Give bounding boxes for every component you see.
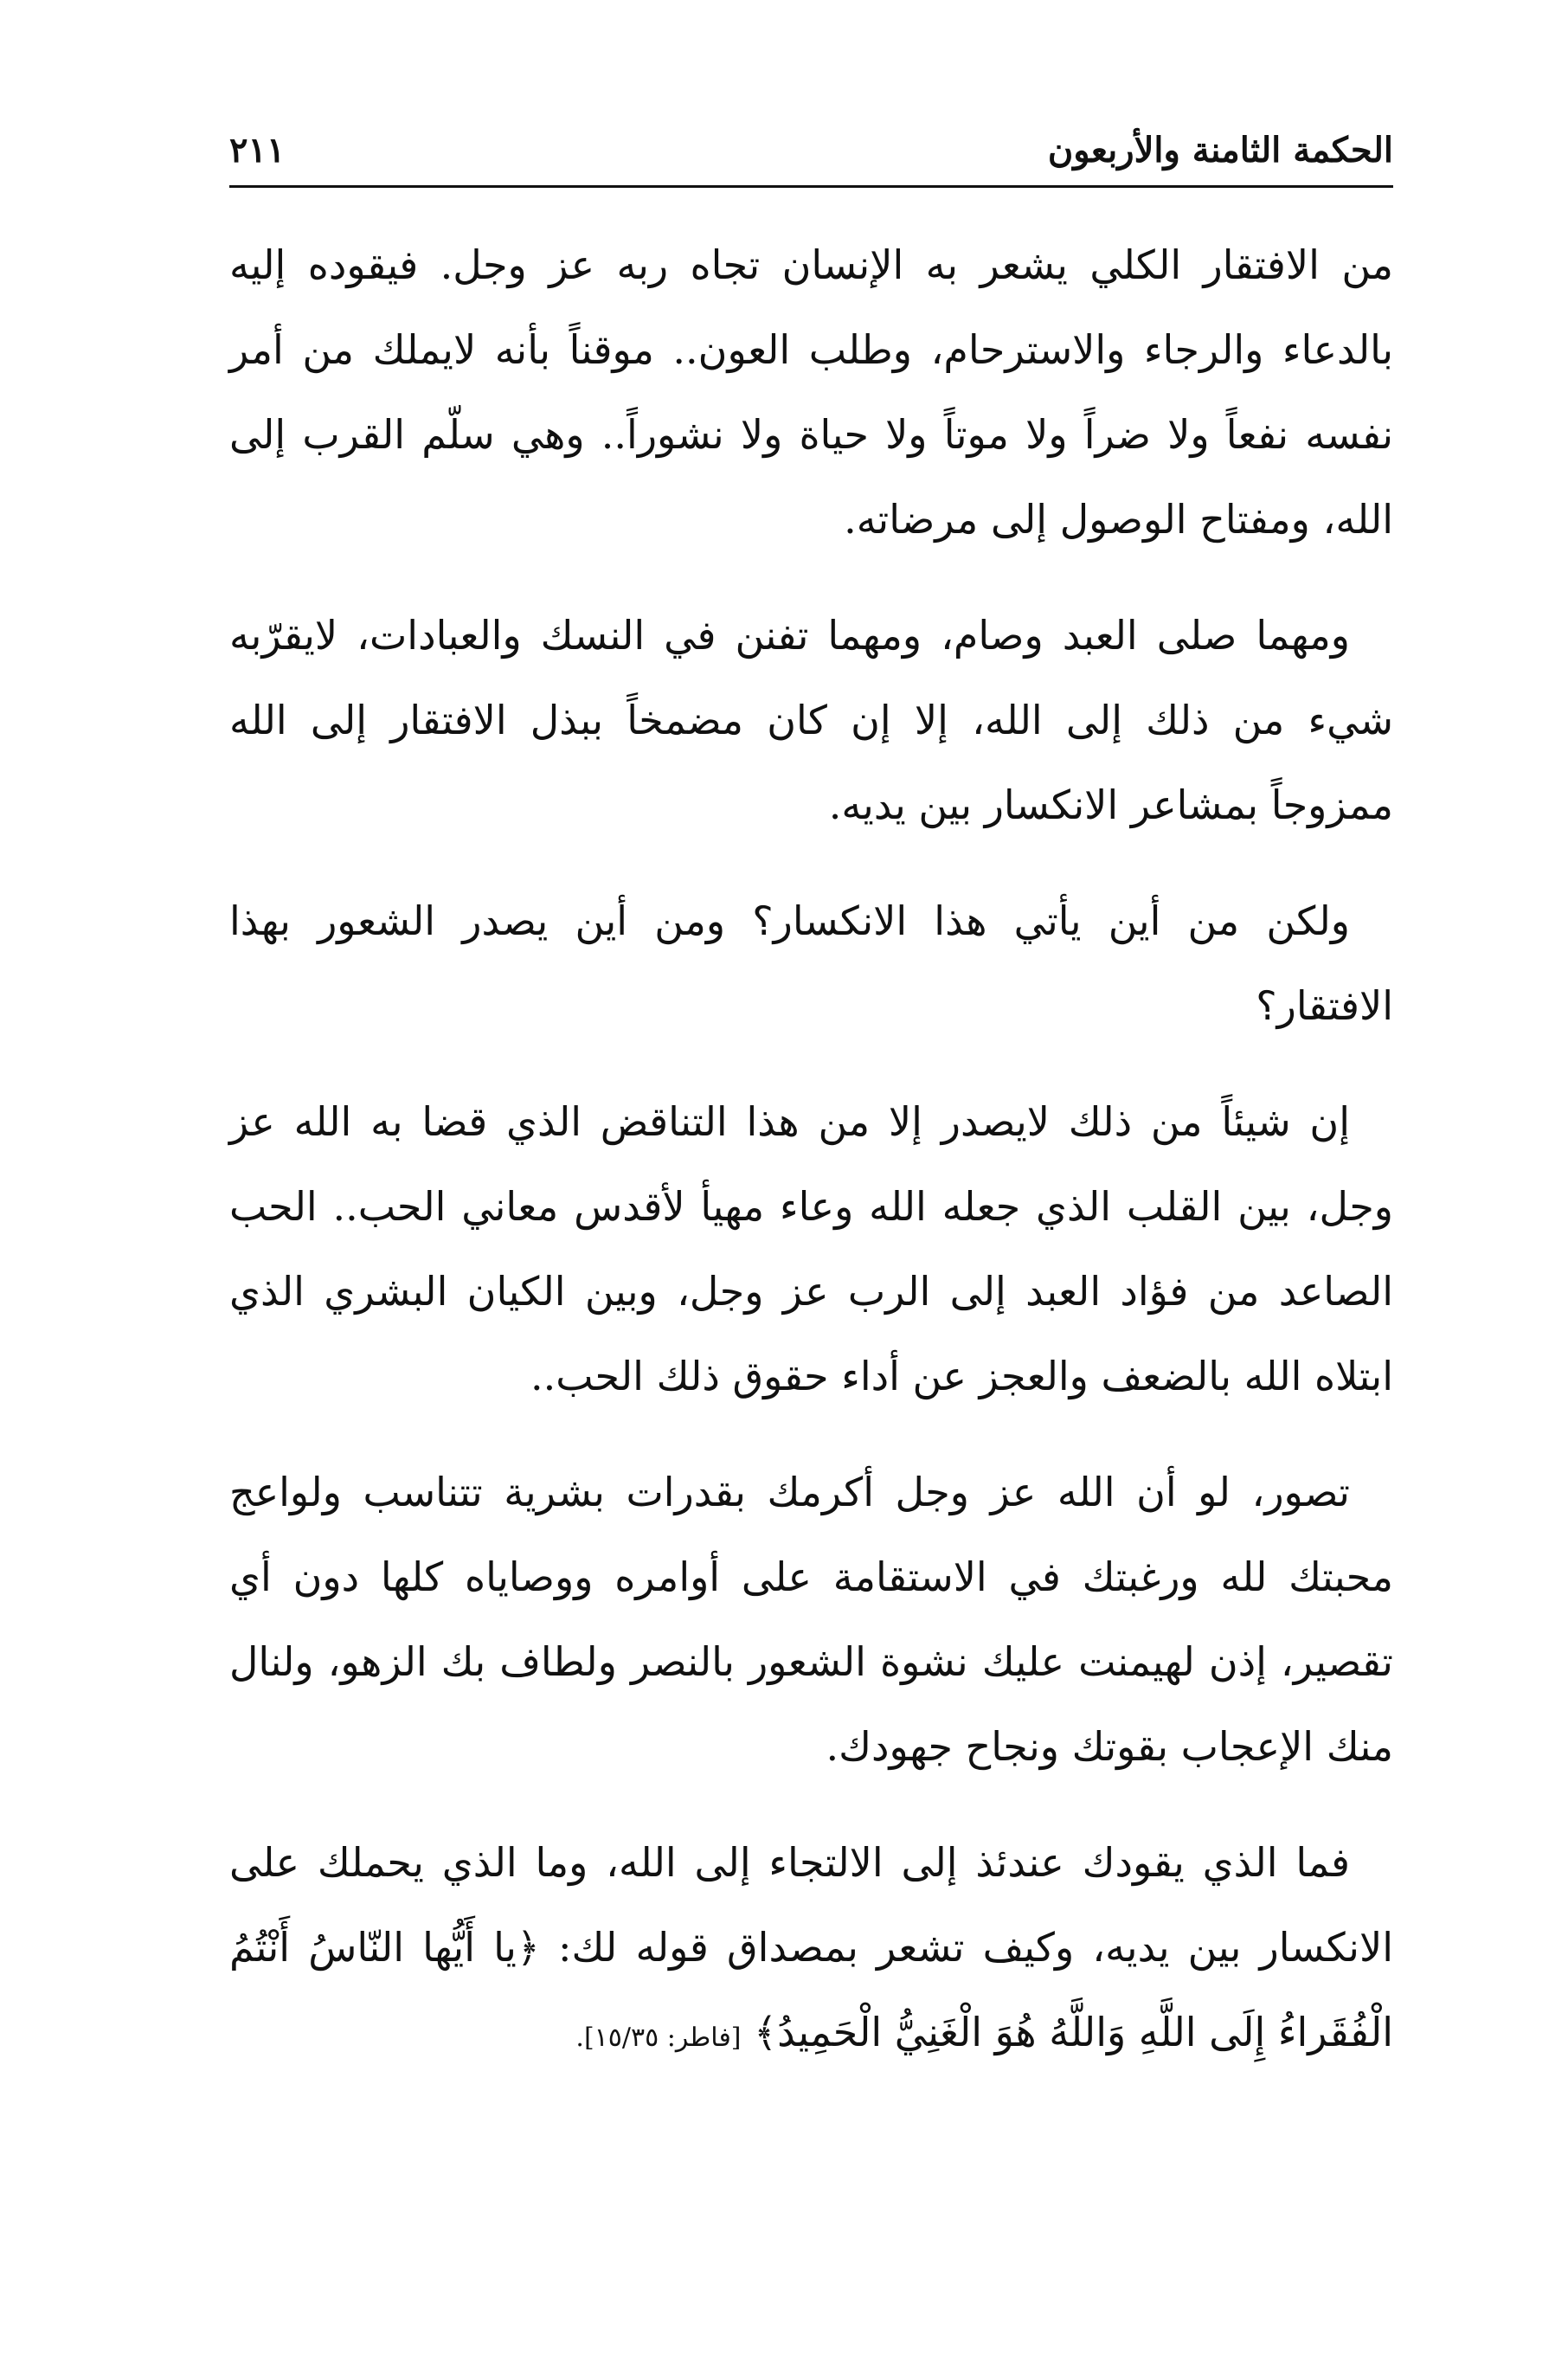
- paragraph-6: [229, 1820, 1393, 2081]
- final-paragraph: [229, 1820, 1393, 2081]
- page-header: [229, 121, 1393, 188]
- paragraph-1: من الافتقار الكلي يشعر به الإنسان تجاه ربه عز وجل. فيقوده إليه بالدعاء والرجاء والاسترحام، وطلب العون.. موقناً بأنه لايملك من أمر نفسه نفعاً ولا ضراً ولا موتاً ولا حياة ولا نشوراً.. وهي سلّم القرب إلى الله، ومفتاح الوصول إلى مرضاته.: [229, 241, 1393, 543]
- chapter-title: الحكمة الثامنة والأربعون: [1047, 130, 1393, 170]
- verse-citation: [فاطر: ١٥/٣٥].: [575, 2023, 742, 2053]
- paragraph-6-text: فما الذي يقودك عندئذ إلى الالتجاء إلى الله، وما الذي يحملك على الانكسار بين يديه، وكيف تشعر بمصداق قوله لك:: [229, 1839, 1393, 1971]
- paragraph-2: ومهما صلى العبد وصام، ومهما تفنن في النسك والعبادات، لايقرّبه شيء من ذلك إلى الله، إلا إن كان مضمخاً ببذل الافتقار إلى الله ممزوجاً بمشاعر الانكسار بين يديه.: [229, 612, 1393, 828]
- book-page: [229, 121, 1393, 2267]
- page-number: ٢١١: [229, 130, 286, 170]
- paragraph-4: إن شيئاً من ذلك لايصدر إلا من هذا التناقض الذي قضا به الله عز وجل، بين القلب الذي جعله الله وعاء مهيأ لأقدس معاني الحب.. الحب الصاعد من فؤاد العبد إلى الرب عز وجل، وبين الكيان البشري الذي ابتلاه الله بالضعف والعجز عن أداء حقوق ذلك الحب..: [229, 1098, 1393, 1399]
- paragraph-5: تصور، لو أن الله عز وجل أكرمك بقدرات بشرية تتناسب ولواعج محبتك لله ورغبتك في الاستقامة على أوامره ووصاياه كلها دون أي تقصير، إذن لهيمنت عليك نشوة الشعور بالنصر ولطاف بك الزهو، ولنال منك الإعجاب بقوتك ونجاح جهودك.: [229, 1469, 1393, 1770]
- paragraph-3: ولكن من أين يأتي هذا الانكسار؟ ومن أين يصدر الشعور بهذا الافتقار؟: [229, 897, 1393, 1029]
- quran-verse: ﴿يا أَيُّها النّاسُ أَنْتُمُ الْفُقَراءُ إِلَى اللَّهِ وَاللَّهُ هُوَ الْغَنِيُّ الْحَمِيدُ﴾: [229, 1924, 1393, 2055]
- body-text: [229, 222, 1393, 2081]
